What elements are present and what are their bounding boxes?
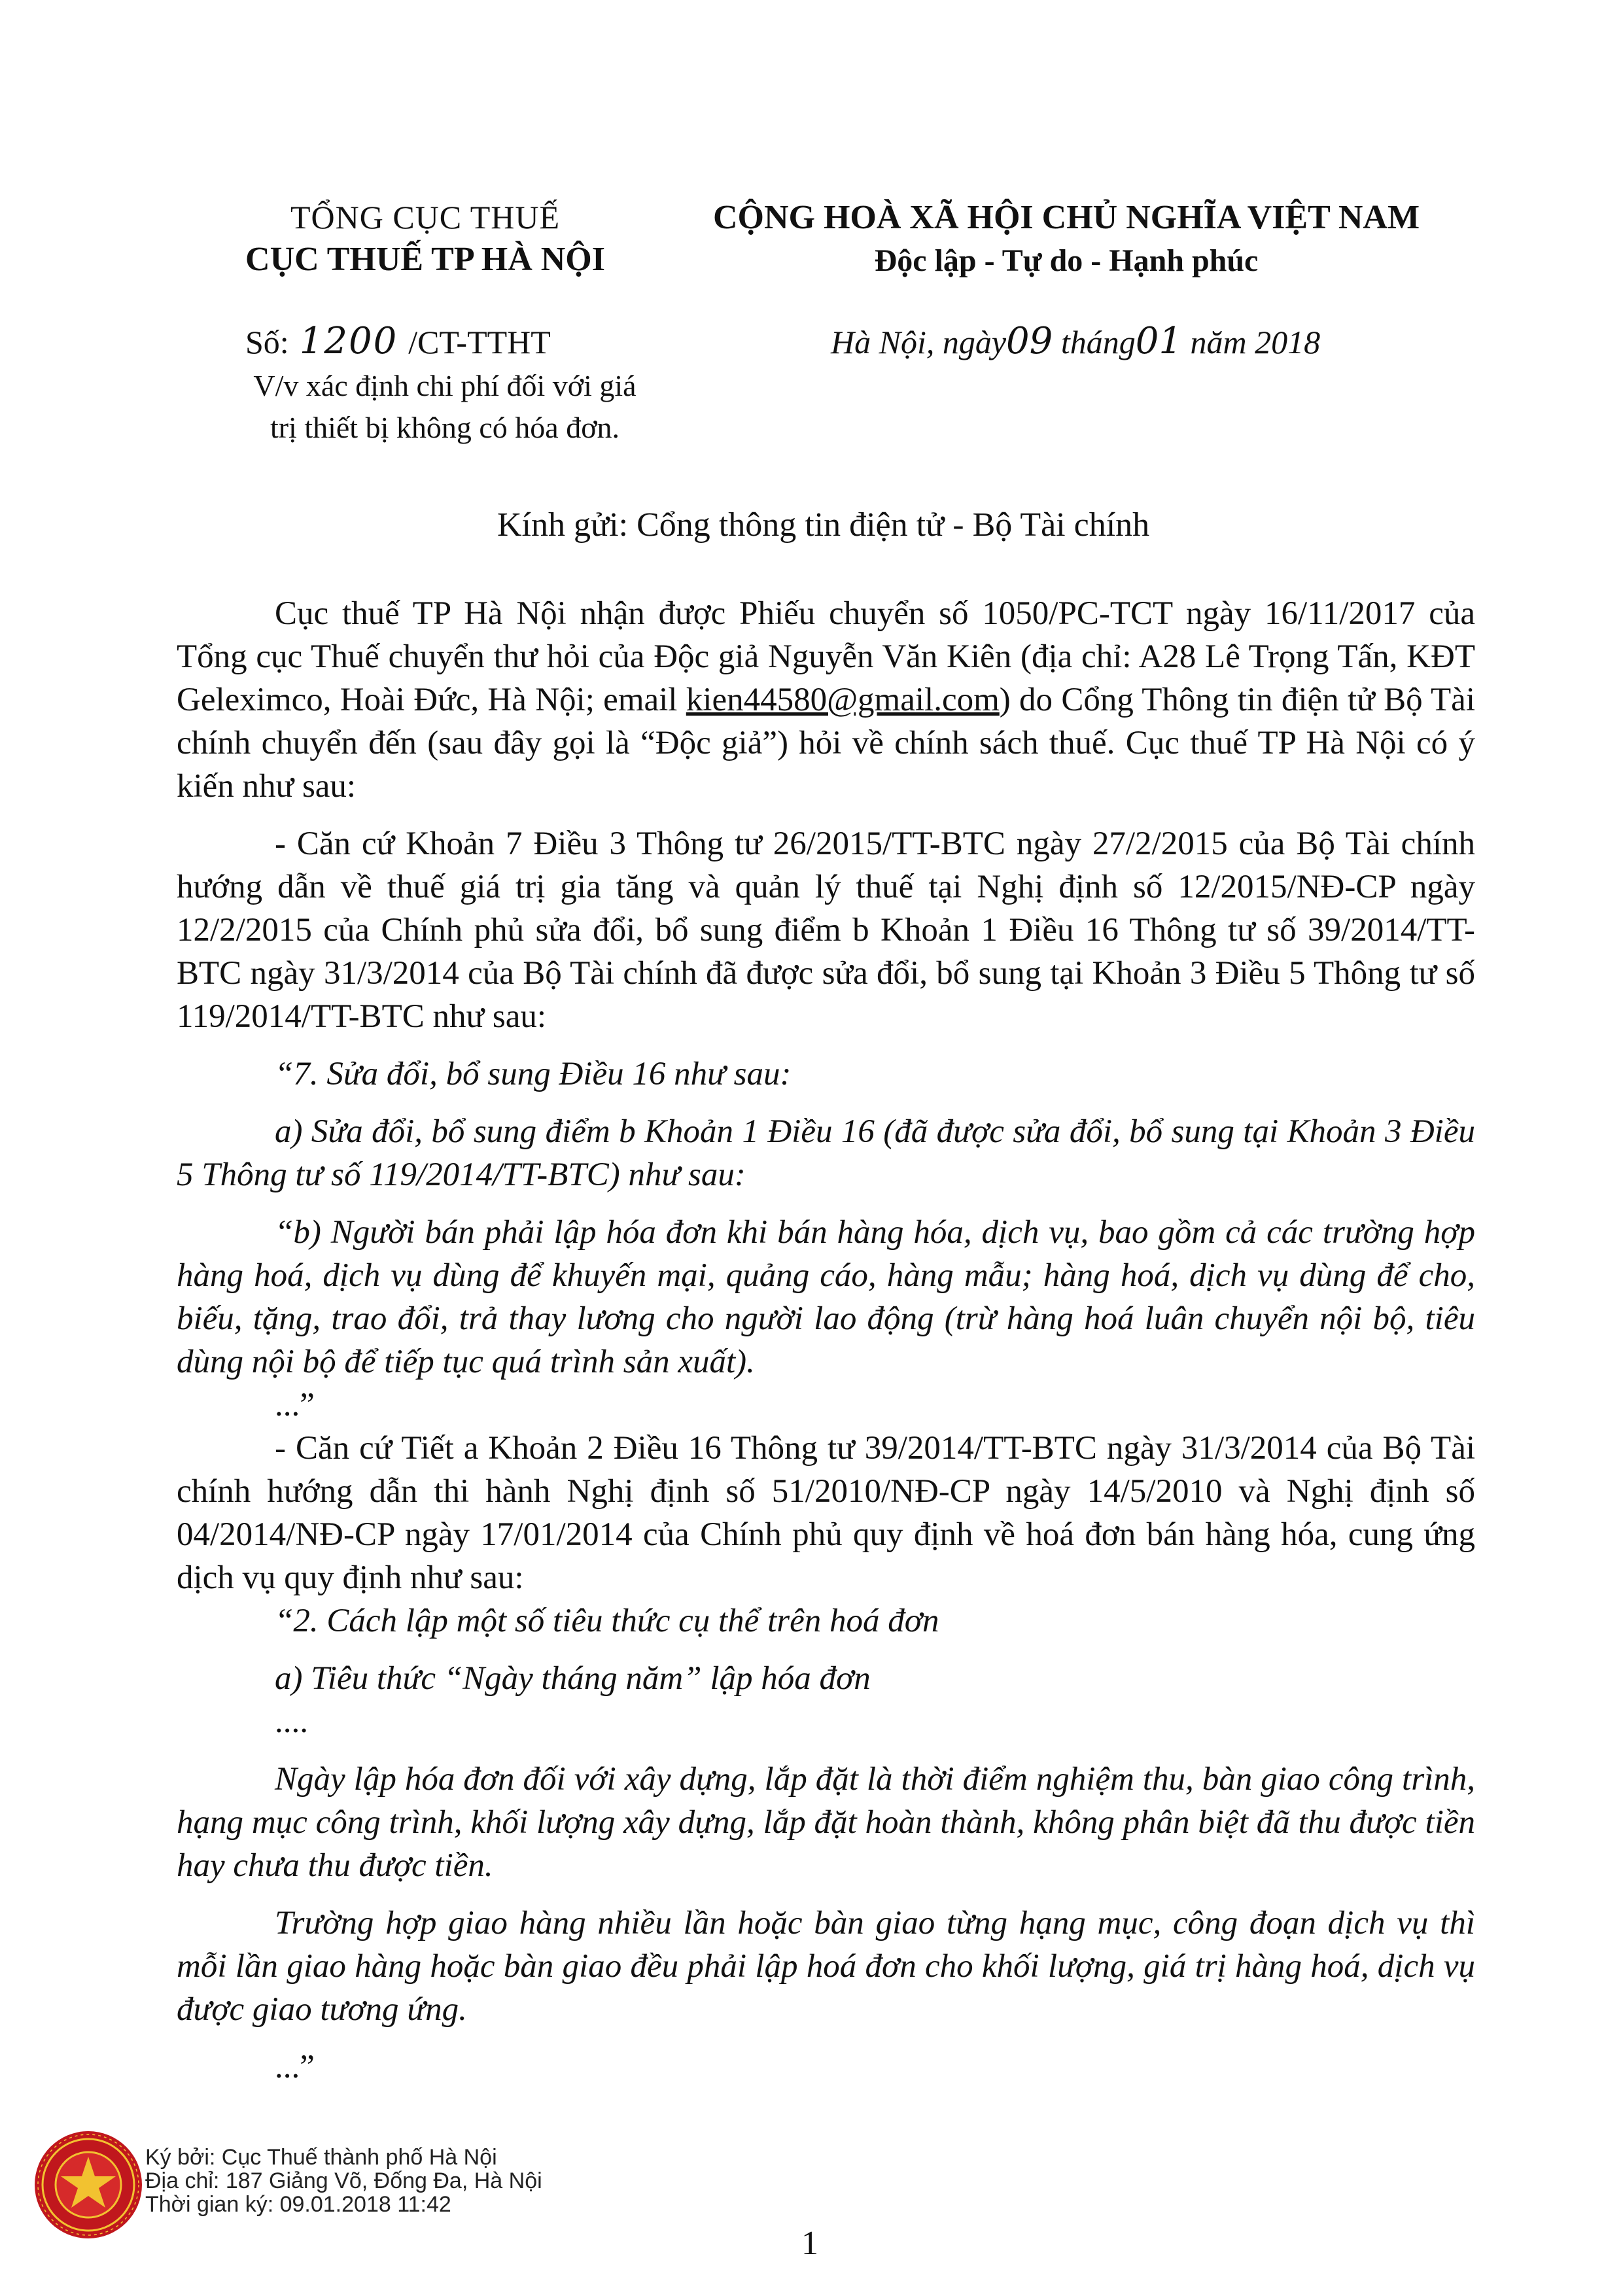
quote-line-2: a) Sửa đổi, bổ sung điểm b Khoản 1 Điều 16 (đã được sửa đổi, bổ sung tại Khoản 3 Điều 5 Thông tư số 119/2014/TT-BTC) như sau: <box>177 1113 1475 1193</box>
quote-line-5: a) Tiêu thức “Ngày tháng năm” lập hóa đơn <box>275 1660 871 1697</box>
document-number-suffix: /CT-TTHT <box>408 324 551 360</box>
quote-end-1: ...” <box>275 1387 315 1423</box>
date-day: 09 <box>1006 320 1053 362</box>
date-suffix: năm 2018 <box>1190 324 1321 360</box>
agency-header <box>177 196 674 281</box>
quote-end-2: ...” <box>275 2049 315 2085</box>
document-subject <box>222 365 667 449</box>
document-number <box>245 321 551 363</box>
nation-title: CỘNG HOÀ XÃ HỘI CHỦ NGHĨA VIỆT NAM <box>712 199 1420 236</box>
date-mid: tháng <box>1060 324 1136 360</box>
date-prefix: Hà Nội, ngày <box>831 324 1007 360</box>
page-number: 1 <box>801 2225 818 2262</box>
document-subject-line-2: trị thiết bị không có hóa đơn. <box>270 411 620 444</box>
quote-dots: .... <box>275 1703 308 1740</box>
paragraph-legal-basis-2: - Căn cứ Tiết a Khoản 2 Điều 16 Thông tư 39/2014/TT-BTC ngày 31/3/2014 của Bộ Tài chính hướng dẫn thi hành Nghị định số 51/2010/NĐ-CP ngày 14/5/2010 và Nghị định số 04/2014/NĐ-CP ngày 17/01/2014 của Chính phủ quy định về hoá đơn bán hàng hóa, cung ứng dịch vụ quy định như sau: <box>177 1430 1475 1596</box>
document-number-value: 1200 <box>299 320 398 362</box>
document-subject-line-1: V/v xác định chi phí đối với giá <box>253 369 637 402</box>
recipient-line: Kính gửi: Cổng thông tin điện tử - Bộ Tài chính <box>497 506 1150 544</box>
paragraph-intro-b: ) do Cổng Thông tin điện tử Bộ Tài chính chuyển đến (sau đây gọi là “Độc giả”) hỏi về chính sách thuế. Cục thuế TP Hà Nội có ý kiến như sau: <box>177 682 1475 805</box>
quote-line-6: Ngày lập hóa đơn đối với xây dựng, lắp đặt là thời điểm nghiệm thu, bàn giao công trình, hạng mục công trình, khối lượng xây dựng, lắp đặt hoàn thành, không phân biệt đã thu được tiền hay chưa thu được tiền. <box>177 1761 1475 1884</box>
digital-signature <box>145 2146 542 2216</box>
quote-line-4: “2. Cách lập một số tiêu thức cụ thể trên hoá đơn <box>275 1603 939 1639</box>
quote-line-7: Trường hợp giao hàng nhiều lần hoặc bàn giao từng hạng mục, công đoạn dịch vụ thì mỗi lần giao hàng hoặc bàn giao đều phải lập hoá đơn cho khối lượng, giá trị hàng hoá, dịch vụ được giao tương ứng. <box>177 1905 1475 2028</box>
agency-name: CỤC THUẾ TP HÀ NỘI <box>245 241 605 278</box>
quote-line-3: “b) Người bán phải lập hóa đơn khi bán hàng hóa, dịch vụ, bao gồm cả các trường hợp hàng hoá, dịch vụ dùng để khuyến mại, quảng cáo, hàng mẫu; hàng hoá, dịch vụ dùng để cho, biếu, tặng, trao đổi, trả thay lương cho người lao động (trừ hàng hoá luân chuyển nội bộ, tiêu dùng nội bộ để tiếp tục quá trình sản xuất). <box>177 1214 1475 1380</box>
paragraph-intro <box>177 592 1475 808</box>
email-link[interactable]: kien44580@gmail.com <box>686 682 1000 718</box>
nation-motto: Độc lập - Tự do - Hạnh phúc <box>874 243 1259 278</box>
place-and-date <box>831 321 1320 363</box>
signature-signer: Ký bởi: Cục Thuế thành phố Hà Nội <box>145 2145 497 2170</box>
agency-parent: TỔNG CỤC THUẾ <box>290 199 561 235</box>
signature-address: Địa chỉ: 187 Giảng Võ, Đống Đa, Hà Nội <box>145 2168 542 2193</box>
document-number-label: Số: <box>245 324 289 360</box>
paragraph-legal-basis-1: - Căn cứ Khoản 7 Điều 3 Thông tư 26/2015/TT-BTC ngày 27/2/2015 của Bộ Tài chính hướng dẫn về thuế giá trị gia tăng và quản lý thuế tại Nghị định số 12/2015/NĐ-CP ngày 12/2/2015 của Chính phủ sửa đổi, bổ sung điểm b Khoản 1 Điều 16 Thông tư số 39/2014/TT-BTC ngày 31/3/2014 của Bộ Tài chính đã được sửa đổi, bổ sung tại Khoản 3 Điều 5 Thông tư số 119/2014/TT-BTC như sau: <box>177 826 1475 1035</box>
date-month: 01 <box>1135 320 1182 362</box>
quote-line-1: “7. Sửa đổi, bổ sung Điều 16 như sau: <box>275 1056 792 1092</box>
signature-time: Thời gian ký: 09.01.2018 11:42 <box>145 2192 451 2217</box>
paragraph-intro-a: Cục thuế TP Hà Nội nhận được Phiếu chuyển số 1050/PC-TCT ngày 16/11/2017 của Tổng cục Thuế chuyển thư hỏi của Độc giả Nguyễn Văn Kiên (địa chỉ: A28 Lê Trọng Tấn, KĐT Geleximco, Hoài Đức, Hà Nội; email <box>177 595 1475 718</box>
tax-department-seal-icon <box>33 2129 144 2240</box>
letter-body <box>177 592 1475 2089</box>
nation-header <box>661 196 1472 283</box>
